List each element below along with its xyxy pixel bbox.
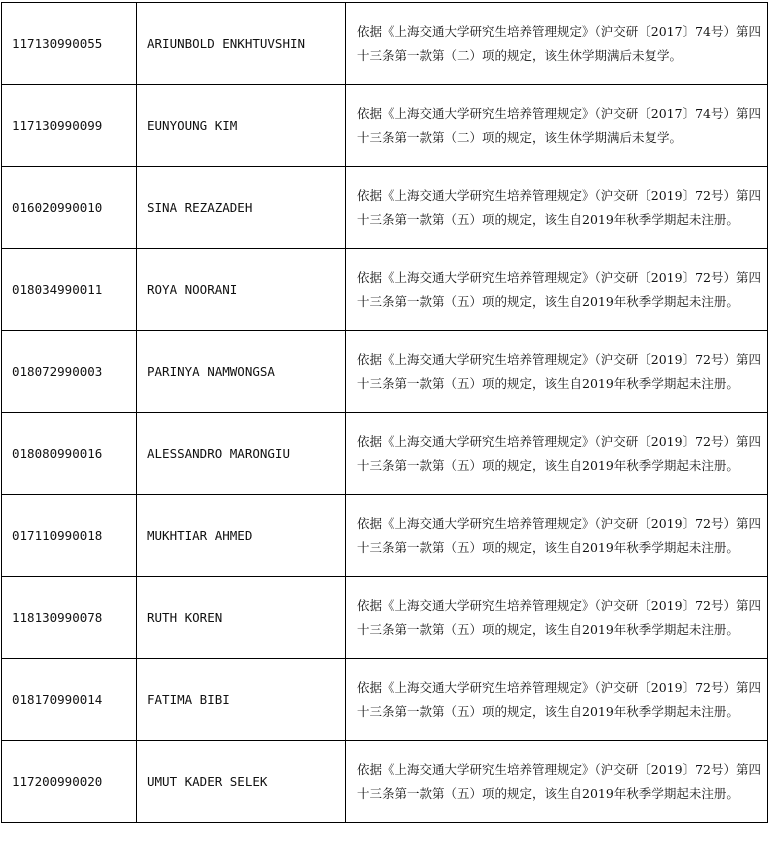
student-table (1, 2, 768, 823)
student-name-cell: SINA REZAZADEH (137, 167, 346, 249)
student-name-cell: RUTH KOREN (137, 577, 346, 659)
reason-cell: 依据《上海交通大学研究生培养管理规定》（沪交研〔2019〕72号）第四十三条第一款第（五）项的规定，该生自2019年秋季学期起未注册。 (346, 741, 768, 823)
table-row (2, 331, 768, 413)
table-row (2, 85, 768, 167)
student-id-cell: 117200990020 (2, 741, 137, 823)
student-id-cell: 018170990014 (2, 659, 137, 741)
reason-cell: 依据《上海交通大学研究生培养管理规定》（沪交研〔2019〕72号）第四十三条第一款第（五）项的规定，该生自2019年秋季学期起未注册。 (346, 167, 768, 249)
reason-cell: 依据《上海交通大学研究生培养管理规定》（沪交研〔2019〕72号）第四十三条第一款第（五）项的规定，该生自2019年秋季学期起未注册。 (346, 659, 768, 741)
table-row (2, 495, 768, 577)
student-name-cell: PARINYA NAMWONGSA (137, 331, 346, 413)
reason-cell: 依据《上海交通大学研究生培养管理规定》（沪交研〔2019〕72号）第四十三条第一款第（五）项的规定，该生自2019年秋季学期起未注册。 (346, 413, 768, 495)
table-row (2, 741, 768, 823)
student-id-cell: 018034990011 (2, 249, 137, 331)
reason-cell: 依据《上海交通大学研究生培养管理规定》（沪交研〔2017〕74号）第四十三条第一款第（二）项的规定，该生休学期满后未复学。 (346, 85, 768, 167)
reason-cell: 依据《上海交通大学研究生培养管理规定》（沪交研〔2019〕72号）第四十三条第一款第（五）项的规定，该生自2019年秋季学期起未注册。 (346, 249, 768, 331)
student-name-cell: FATIMA BIBI (137, 659, 346, 741)
reason-cell: 依据《上海交通大学研究生培养管理规定》（沪交研〔2019〕72号）第四十三条第一款第（五）项的规定，该生自2019年秋季学期起未注册。 (346, 577, 768, 659)
student-id-cell: 117130990099 (2, 85, 137, 167)
student-name-cell: ARIUNBOLD ENKHTUVSHIN (137, 3, 346, 85)
reason-cell: 依据《上海交通大学研究生培养管理规定》（沪交研〔2019〕72号）第四十三条第一款第（五）项的规定，该生自2019年秋季学期起未注册。 (346, 331, 768, 413)
student-name-cell: ALESSANDRO MARONGIU (137, 413, 346, 495)
reason-cell: 依据《上海交通大学研究生培养管理规定》（沪交研〔2019〕72号）第四十三条第一款第（五）项的规定，该生自2019年秋季学期起未注册。 (346, 495, 768, 577)
student-id-cell: 118130990078 (2, 577, 137, 659)
table-row (2, 167, 768, 249)
student-id-cell: 017110990018 (2, 495, 137, 577)
student-name-cell: ROYA NOORANI (137, 249, 346, 331)
table-row (2, 577, 768, 659)
table-row (2, 413, 768, 495)
table-row (2, 3, 768, 85)
student-id-cell: 016020990010 (2, 167, 137, 249)
student-name-cell: MUKHTIAR AHMED (137, 495, 346, 577)
table-row (2, 659, 768, 741)
student-name-cell: EUNYOUNG KIM (137, 85, 346, 167)
table-row (2, 249, 768, 331)
student-id-cell: 018080990016 (2, 413, 137, 495)
student-name-cell: UMUT KADER SELEK (137, 741, 346, 823)
student-id-cell: 018072990003 (2, 331, 137, 413)
student-id-cell: 117130990055 (2, 3, 137, 85)
reason-cell: 依据《上海交通大学研究生培养管理规定》（沪交研〔2017〕74号）第四十三条第一款第（二）项的规定，该生休学期满后未复学。 (346, 3, 768, 85)
